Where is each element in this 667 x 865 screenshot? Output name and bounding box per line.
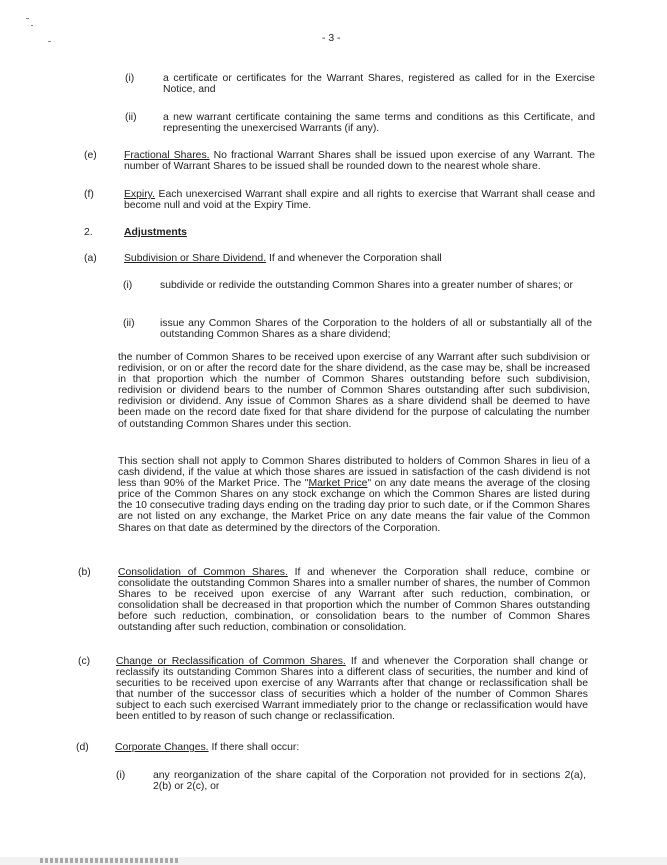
item-text: subdivide or redivide the outstanding Common Shares into a greater number of shares; or <box>160 280 573 291</box>
item-label: (ii) <box>125 112 137 123</box>
section-text <box>116 656 588 723</box>
page-number: - 3 - <box>322 33 341 44</box>
section-heading: Expiry. <box>124 189 155 200</box>
section-label: (f) <box>84 189 94 200</box>
section-body: If and whenever the Corporation shall reduce, combine or consolidate the outstanding Common Shares into a smaller number of shares, the number of Common Shares to be received upon exercise of any Warrant after such reduction, combination, or consolidation shall be decreased in that proportion which the number of Common Shares outstanding before such reduction, combination, or consolidation bears to the number of Common Shares outstanding after such reduction, combination or consolidation. <box>118 567 590 634</box>
section-heading: Corporate Changes. <box>115 742 209 753</box>
section-text <box>124 150 595 173</box>
section-label: (a) <box>84 253 97 264</box>
section-heading: Consolidation of Common Shares. <box>118 567 288 578</box>
scan-mark <box>26 18 29 19</box>
item-text: a new warrant certificate containing the same terms and conditions as this Certificate, and representing the unexercised Warrants (if any). <box>163 112 595 135</box>
section-heading: Fractional Shares. <box>124 150 210 161</box>
section-heading-adjustments: Adjustments <box>124 227 187 238</box>
section-body: No fractional Warrant Shares shall be issued upon exercise of any Warrant. The number of Warrant Shares to be issued shall be rounded down to the nearest whole share. <box>124 150 595 173</box>
section-label: (d) <box>76 742 89 753</box>
section-label: (e) <box>84 150 97 161</box>
paragraph-text: This section shall not apply to Common Shares distributed to holders of Common Shares in lieu of a cash dividend, if the value at which those shares are issued in satisfaction of the cash dividend is not less than 90% of the Market Price. The " <box>118 456 590 490</box>
section-text <box>118 567 590 634</box>
paragraph-text: " on any date means the average of the closing price of the Common Shares on any stock exchange on which the Common Shares are listed during the 10 consecutive trading days ending on the trading day prior to such date, or if the Common Shares are not listed on any exchange, the Market Price on any date means the fair value of the Common Shares on that date as determined by the directors of the Corporation. <box>118 478 590 534</box>
paragraph: the number of Common Shares to be received upon exercise of any Warrant after such subdivision or redivision, or on or after the record date for the share dividend, as the case may be, shall be increased in that proportion which the number of Common Shares outstanding before such subdivision, redivision or dividend bears to the number of Common Shares outstanding after such subdivision, redivision or dividend. Any issue of Common Shares as a share dividend shall be deemed to have been made on the record date fixed for that share dividend for the purpose of calculating the number of outstanding Common Shares under this section. <box>118 352 590 430</box>
scan-footer-artifact <box>40 858 180 863</box>
section-body: Each unexercised Warrant shall expire and all rights to exercise that Warrant shall cease and become null and void at the Expiry Time. <box>124 189 595 212</box>
item-label: (i) <box>116 770 126 781</box>
item-label: (ii) <box>123 318 135 329</box>
section-text <box>124 189 595 212</box>
section-body: If and whenever the Corporation shall <box>266 253 442 264</box>
section-text <box>115 742 587 753</box>
section-label: (b) <box>78 567 91 578</box>
section-label: (c) <box>78 656 91 667</box>
section-number: 2. <box>84 227 93 238</box>
section-body: If and whenever the Corporation shall change or reclassify its outstanding Common Shares into a different class of securities, the number and kind of securities to be received upon exercise of any Warrants after that change or reclassification shall be that number of the successor class of securities which a holder of the number of Common Shares subject to each such exercised Warrant immediately prior to the change or reclassification would have been entitled to by reason of such change or reclassification. <box>116 656 588 723</box>
item-text: issue any Common Shares of the Corporation to the holders of all or substantially all of the outstanding Common Shares as a share dividend; <box>160 318 592 341</box>
section-body: If there shall occur: <box>208 742 300 753</box>
scan-mark <box>48 41 51 42</box>
section-heading: Subdivision or Share Dividend. <box>124 253 267 264</box>
item-text: any reorganization of the share capital of the Corporation not provided for in sections 2(a), 2(b) or 2(c), or <box>153 770 586 793</box>
section-text <box>124 253 595 264</box>
scan-mark <box>31 25 33 26</box>
section-heading: Change or Reclassification of Common Shares. <box>116 656 346 667</box>
defined-term: Market Price <box>308 478 368 490</box>
item-label: (i) <box>123 280 133 291</box>
item-label: (i) <box>125 73 135 84</box>
paragraph <box>118 456 590 534</box>
item-text: a certificate or certificates for the Warrant Shares, registered as called for in the Exercise Notice, and <box>163 73 595 96</box>
